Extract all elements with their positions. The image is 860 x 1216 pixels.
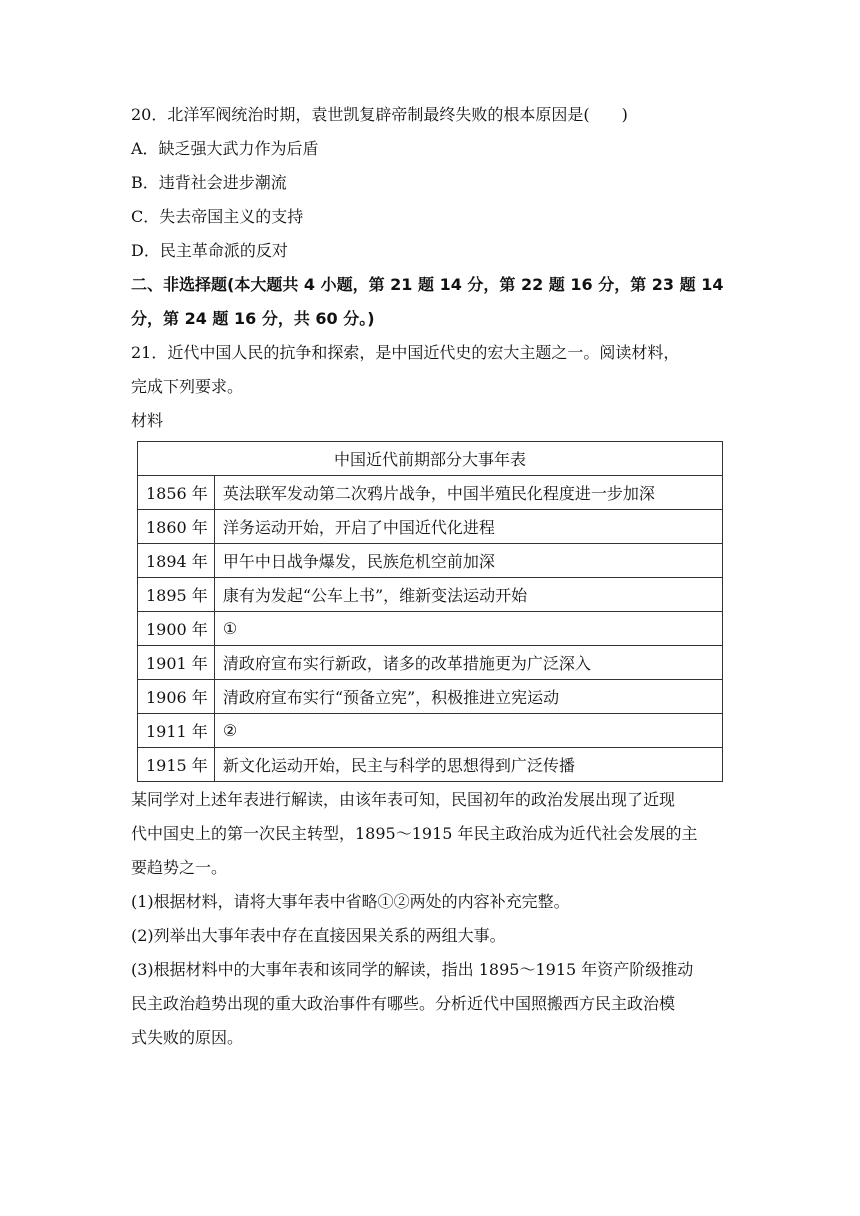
sub-question-3-line3: 式失败的原因。 — [131, 1028, 244, 1047]
table-row — [138, 646, 723, 680]
year-cell: 1901 年 — [138, 646, 215, 680]
table-row — [138, 714, 723, 748]
option-b: B．违背社会进步潮流 — [131, 173, 287, 192]
table-row — [138, 510, 723, 544]
question-20-stem: 20．北洋军阀统治时期，袁世凯复辟帝制最终失败的根本原因是( ) — [131, 105, 628, 124]
event-cell: 英法联军发动第二次鸦片战争，中国半殖民化程度进一步加深 — [214, 476, 722, 510]
year-cell: 1860 年 — [138, 510, 215, 544]
table-row — [138, 578, 723, 612]
sub-question-1: (1)根据材料，请将大事年表中省略①②两处的内容补充完整。 — [131, 892, 570, 911]
event-cell: 清政府宣布实行新政，诸多的改革措施更为广泛深入 — [214, 646, 722, 680]
event-cell: 洋务运动开始，开启了中国近代化进程 — [214, 510, 722, 544]
interpretation-line3: 要趋势之一。 — [131, 858, 228, 877]
option-c: C．失去帝国主义的支持 — [131, 207, 304, 226]
interpretation-line2: 代中国史上的第一次民主转型，1895～1915 年民主政治成为近代社会发展的主 — [131, 824, 698, 843]
question-21-intro-line1: 21．近代中国人民的抗争和探索，是中国近代史的宏大主题之一。阅读材料， — [131, 343, 680, 362]
event-cell: 康有为发起“公车上书”，维新变法运动开始 — [214, 578, 722, 612]
year-cell: 1915 年 — [138, 748, 215, 782]
year-cell: 1911 年 — [138, 714, 215, 748]
year-cell: 1906 年 — [138, 680, 215, 714]
event-cell: 新文化运动开始，民主与科学的思想得到广泛传播 — [214, 748, 722, 782]
table-caption: 中国近代前期部分大事年表 — [138, 442, 723, 476]
section-heading-line2: 分，第 24 题 16 分，共 60 分。) — [131, 309, 375, 328]
timeline-table — [137, 441, 723, 782]
year-cell: 1894 年 — [138, 544, 215, 578]
interpretation-line1: 某同学对上述年表进行解读，由该年表可知，民国初年的政治发展出现了近现 — [131, 790, 676, 809]
event-cell: 甲午中日战争爆发，民族危机空前加深 — [214, 544, 722, 578]
sub-question-3-line2: 民主政治趋势出现的重大政治事件有哪些。分析近代中国照搬西方民主政治模 — [131, 994, 676, 1013]
event-cell: ① — [214, 612, 722, 646]
option-d: D．民主革命派的反对 — [131, 241, 288, 260]
table-caption-row — [138, 442, 723, 476]
table-row — [138, 476, 723, 510]
question-21-intro-line2: 完成下列要求。 — [131, 377, 244, 396]
sub-question-2: (2)列举出大事年表中存在直接因果关系的两组大事。 — [131, 926, 506, 945]
event-cell: 清政府宣布实行“预备立宪”，积极推进立宪运动 — [214, 680, 722, 714]
option-a: A．缺乏强大武力作为后盾 — [131, 139, 319, 158]
sub-question-3-line1: (3)根据材料中的大事年表和该同学的解读，指出 1895～1915 年资产阶级推动 — [131, 960, 694, 979]
year-cell: 1900 年 — [138, 612, 215, 646]
year-cell: 1856 年 — [138, 476, 215, 510]
table-row — [138, 612, 723, 646]
table-row — [138, 680, 723, 714]
table-row — [138, 748, 723, 782]
material-label: 材料 — [131, 411, 164, 430]
event-cell: ② — [214, 714, 722, 748]
year-cell: 1895 年 — [138, 578, 215, 612]
table-row — [138, 544, 723, 578]
section-heading-line1: 二、非选择题(本大题共 4 小题，第 21 题 14 分，第 22 题 16 分，第 23 题 14 — [131, 275, 724, 294]
